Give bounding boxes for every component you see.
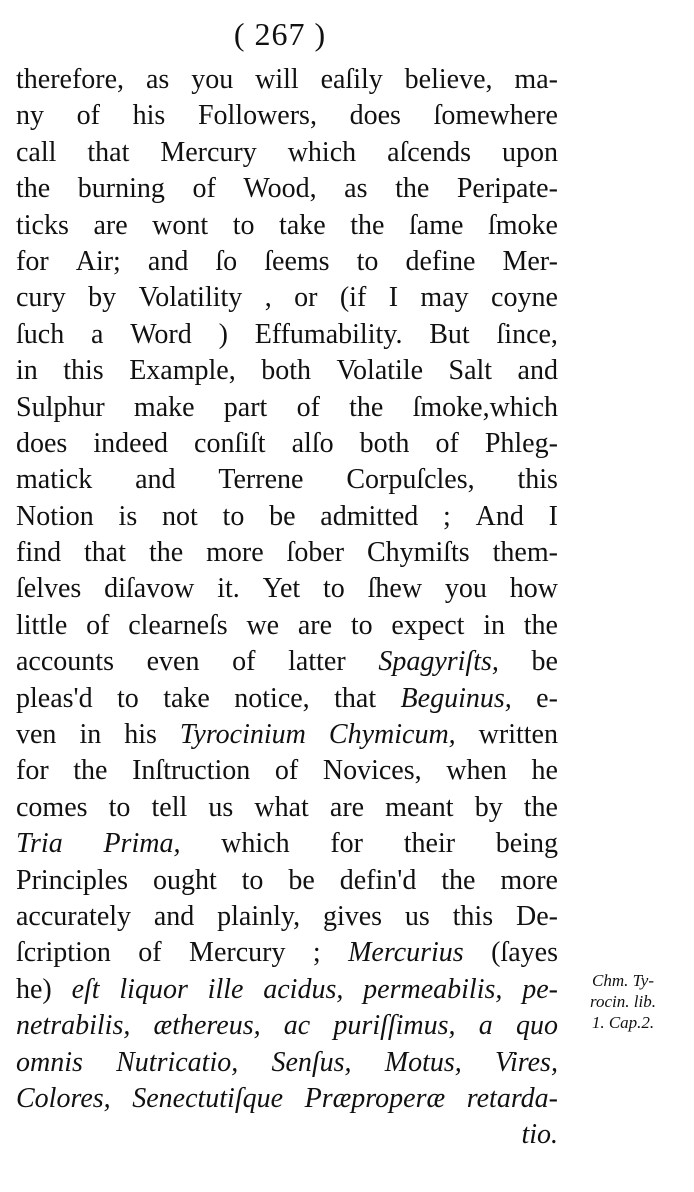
word: little <box>16 609 68 641</box>
word: this <box>63 355 104 387</box>
word: ought <box>152 864 217 896</box>
word: when <box>446 755 507 787</box>
word: the <box>441 864 476 896</box>
word: define <box>405 245 476 277</box>
word: how <box>509 573 558 605</box>
word: indeed <box>93 427 168 459</box>
text-line <box>16 899 558 935</box>
word: Peripate- <box>456 173 558 205</box>
word: Effumability. <box>254 318 403 350</box>
word: netrabilis, <box>16 1010 131 1042</box>
text-line <box>16 571 558 607</box>
word: ma- <box>514 64 558 95</box>
body-text <box>16 62 558 1154</box>
word: for <box>16 245 49 277</box>
word: æthereus, <box>153 1010 261 1042</box>
word: meant <box>385 791 454 823</box>
word: us <box>208 791 234 823</box>
word: I <box>388 282 399 314</box>
word: by <box>88 282 117 314</box>
word: puriſſimus, <box>333 1010 456 1042</box>
word: Præproperæ <box>304 1082 446 1114</box>
word: a <box>478 1010 493 1042</box>
word: of <box>192 173 216 205</box>
word: Mer- <box>502 245 558 277</box>
word: ny <box>16 100 44 132</box>
word: it. <box>217 573 240 605</box>
text-line <box>16 1008 558 1044</box>
word: to <box>241 864 264 896</box>
word: believe, <box>404 64 493 95</box>
word: to <box>108 791 131 823</box>
word: more <box>500 864 558 896</box>
word: of <box>76 100 100 132</box>
word: to <box>356 245 379 277</box>
word: Followers, <box>197 100 317 132</box>
word: for <box>16 755 49 787</box>
word: ſcription <box>16 937 111 969</box>
word: matick <box>16 464 93 496</box>
word: expect <box>391 609 465 641</box>
word: (if <box>339 282 367 314</box>
word: the <box>349 391 384 423</box>
word: of <box>86 609 110 641</box>
word: And <box>475 500 524 532</box>
word: of <box>435 427 459 459</box>
page-number: ( 267 ) <box>233 16 327 52</box>
word: clearneſs <box>128 609 228 641</box>
word: are <box>329 791 365 823</box>
word: us <box>404 900 430 932</box>
word: upon <box>502 136 558 168</box>
word: the <box>350 209 385 241</box>
word: to <box>323 573 345 605</box>
word: Volatile <box>336 355 424 387</box>
word: ſame <box>409 209 464 241</box>
word: the <box>73 755 108 787</box>
word: Wood, <box>243 173 317 205</box>
word: his <box>132 100 166 132</box>
word: will <box>255 64 299 95</box>
word: you <box>444 573 487 605</box>
word: call <box>16 136 57 168</box>
word: defin'd <box>339 864 417 896</box>
word: the <box>395 173 430 205</box>
word: plainly, <box>217 900 301 932</box>
text-line <box>16 717 558 753</box>
word: more <box>206 537 264 569</box>
text-line <box>16 644 558 680</box>
word: which <box>287 136 357 168</box>
text-line <box>16 1045 558 1081</box>
text-line <box>16 535 558 571</box>
word: Spagyriſts, <box>378 646 499 678</box>
word: therefore, <box>16 64 125 95</box>
text-line <box>16 62 558 98</box>
text-line <box>16 972 558 1008</box>
word: take <box>279 209 326 241</box>
word: quo <box>515 1010 558 1042</box>
word: conſiſt <box>194 427 266 459</box>
word: admitted <box>320 500 419 532</box>
text-line <box>16 1117 558 1153</box>
word: Chymiſts <box>367 537 470 569</box>
word: pe- <box>522 973 558 1005</box>
text-line <box>16 208 558 244</box>
word: he <box>531 755 558 787</box>
word: gives <box>322 900 383 932</box>
word: in <box>79 719 102 751</box>
word: by <box>474 791 503 823</box>
word: e- <box>536 682 558 714</box>
word: ven <box>16 719 57 751</box>
word: accounts <box>16 646 114 678</box>
word: Phleg- <box>484 427 558 459</box>
text-line <box>16 244 558 280</box>
word: Salt <box>448 355 493 387</box>
word: even <box>146 646 200 678</box>
word: you <box>191 64 234 95</box>
word: the <box>523 791 558 823</box>
word: ſhew <box>367 573 423 605</box>
word: Mercurius <box>348 937 464 969</box>
text-line <box>16 499 558 535</box>
word: I <box>548 500 558 532</box>
word: and <box>135 464 176 496</box>
word: Mercury <box>160 136 257 168</box>
text-line <box>16 681 558 717</box>
word: as <box>145 64 170 95</box>
word: wont <box>152 209 209 241</box>
word: Terrene <box>218 464 304 496</box>
word: being <box>495 828 558 860</box>
text-line <box>16 390 558 426</box>
word: are <box>93 209 128 241</box>
word: is <box>118 500 138 532</box>
word: take <box>163 682 210 714</box>
word: Nutricatio, <box>116 1046 239 1078</box>
word: comes <box>16 791 88 823</box>
text-line <box>16 753 558 789</box>
word: latter <box>288 646 346 678</box>
word: Inſtruction <box>132 755 251 787</box>
word: that <box>87 136 130 168</box>
word: be <box>531 646 558 678</box>
word: Tria <box>16 828 63 860</box>
margin-note-line: rocin. lib. <box>590 992 656 1011</box>
word: tell <box>151 791 188 823</box>
word: of <box>232 646 256 678</box>
word: ticks <box>16 209 69 241</box>
word: Air; <box>75 245 121 277</box>
word: the <box>148 537 184 569</box>
word: their <box>403 828 456 860</box>
word: ac <box>283 1010 311 1042</box>
word: Senectutiſque <box>132 1082 284 1114</box>
word: and <box>147 245 189 277</box>
word: the <box>16 173 51 205</box>
word: to <box>222 500 245 532</box>
word: ſeems <box>264 245 330 277</box>
word: to <box>232 209 255 241</box>
word: find <box>16 537 62 569</box>
word: a <box>91 318 104 350</box>
word: Motus, <box>384 1046 462 1078</box>
word: ; <box>312 937 321 969</box>
word: his <box>124 719 157 751</box>
word: Example, <box>129 355 236 387</box>
word: ſmoke,which <box>412 391 558 423</box>
word: aſcends <box>387 136 472 168</box>
word: Yet <box>262 573 301 605</box>
word: or <box>294 282 318 314</box>
word: this <box>517 464 558 496</box>
word: retarda- <box>466 1082 558 1114</box>
word: Prima, <box>103 828 181 860</box>
word: part <box>223 391 268 423</box>
word: and <box>153 900 195 932</box>
text-line <box>16 317 558 353</box>
word: are <box>297 609 333 641</box>
word: tio. <box>521 1119 558 1151</box>
word: of <box>296 391 320 423</box>
word: cury <box>16 282 66 314</box>
word: ſo <box>215 245 238 277</box>
word: ſmoke <box>487 209 558 241</box>
text-line <box>16 426 558 462</box>
word: the <box>523 609 558 641</box>
word: Mercury <box>189 937 286 969</box>
word: eaſily <box>320 64 383 95</box>
word: , <box>264 282 272 314</box>
text-line <box>16 608 558 644</box>
word: in <box>483 609 505 641</box>
margin-note-line: 1. Cap.2. <box>591 1013 655 1032</box>
word: for <box>330 828 363 860</box>
word: Tyrocinium <box>179 719 306 751</box>
word: burning <box>77 173 165 205</box>
word: ille <box>207 973 244 1005</box>
word: De- <box>515 900 558 932</box>
text-line <box>16 790 558 826</box>
word: Corpuſcles, <box>346 464 475 496</box>
word: permeabilis, <box>363 973 503 1005</box>
word: ſelves <box>16 573 82 605</box>
word: omnis <box>16 1046 83 1078</box>
word: both <box>359 427 410 459</box>
word: does <box>16 427 68 459</box>
word: acidus, <box>263 973 344 1005</box>
word: which <box>221 828 290 860</box>
word: Senſus, <box>271 1046 352 1078</box>
word: as <box>344 173 368 205</box>
text-line <box>16 863 558 899</box>
word: diſavow <box>104 573 195 605</box>
word: he) <box>16 973 52 1005</box>
word: alſo <box>291 427 334 459</box>
text-line <box>16 1081 558 1117</box>
word: ſomewhere <box>433 100 558 132</box>
word: Principles <box>16 864 128 896</box>
word: does <box>349 100 401 132</box>
word: ſober <box>286 537 345 569</box>
word: ſince, <box>496 318 558 350</box>
word: that <box>334 682 377 714</box>
word: to <box>117 682 139 714</box>
word: accurately <box>16 900 132 932</box>
margin-note-line: Chm. Ty- <box>591 971 654 990</box>
word: be <box>288 864 315 896</box>
word: ſuch <box>16 318 65 350</box>
text-line <box>16 462 558 498</box>
word: Notion <box>16 500 94 532</box>
word: Sulphur <box>16 391 105 423</box>
margin-note <box>568 970 678 1033</box>
word: of <box>138 937 162 969</box>
word: this <box>452 900 494 932</box>
word: not <box>162 500 198 532</box>
word: them- <box>492 537 558 569</box>
word: notice, <box>234 682 310 714</box>
word: (ſayes <box>491 937 558 969</box>
word: may <box>420 282 469 314</box>
word: Novices, <box>322 755 422 787</box>
word: ; <box>443 500 451 532</box>
text-line <box>16 171 558 207</box>
text-line <box>16 353 558 389</box>
text-line <box>16 826 558 862</box>
word: that <box>84 537 127 569</box>
word: Vires, <box>494 1046 558 1078</box>
word: we <box>246 609 280 641</box>
word: Beguinus, <box>400 682 512 714</box>
word: in <box>16 355 38 387</box>
word: be <box>269 500 296 532</box>
word: Chymicum, <box>328 719 456 751</box>
word: ) <box>218 318 228 350</box>
word: coyne <box>491 282 558 314</box>
word: what <box>254 791 309 823</box>
word: liquor <box>119 973 188 1005</box>
word: eſt <box>71 973 100 1005</box>
word: Word <box>130 318 192 350</box>
word: both <box>261 355 311 387</box>
text-line <box>16 935 558 971</box>
word: pleas'd <box>16 682 93 714</box>
text-line <box>16 98 558 134</box>
word: written <box>478 719 558 751</box>
text-line <box>16 280 558 316</box>
text-line <box>16 135 558 171</box>
word: But <box>429 318 470 350</box>
word: and <box>517 355 558 387</box>
word: make <box>133 391 195 423</box>
word: to <box>350 609 373 641</box>
word: of <box>274 755 299 787</box>
word: Colores, <box>16 1082 111 1114</box>
word: Volatility <box>138 282 243 314</box>
